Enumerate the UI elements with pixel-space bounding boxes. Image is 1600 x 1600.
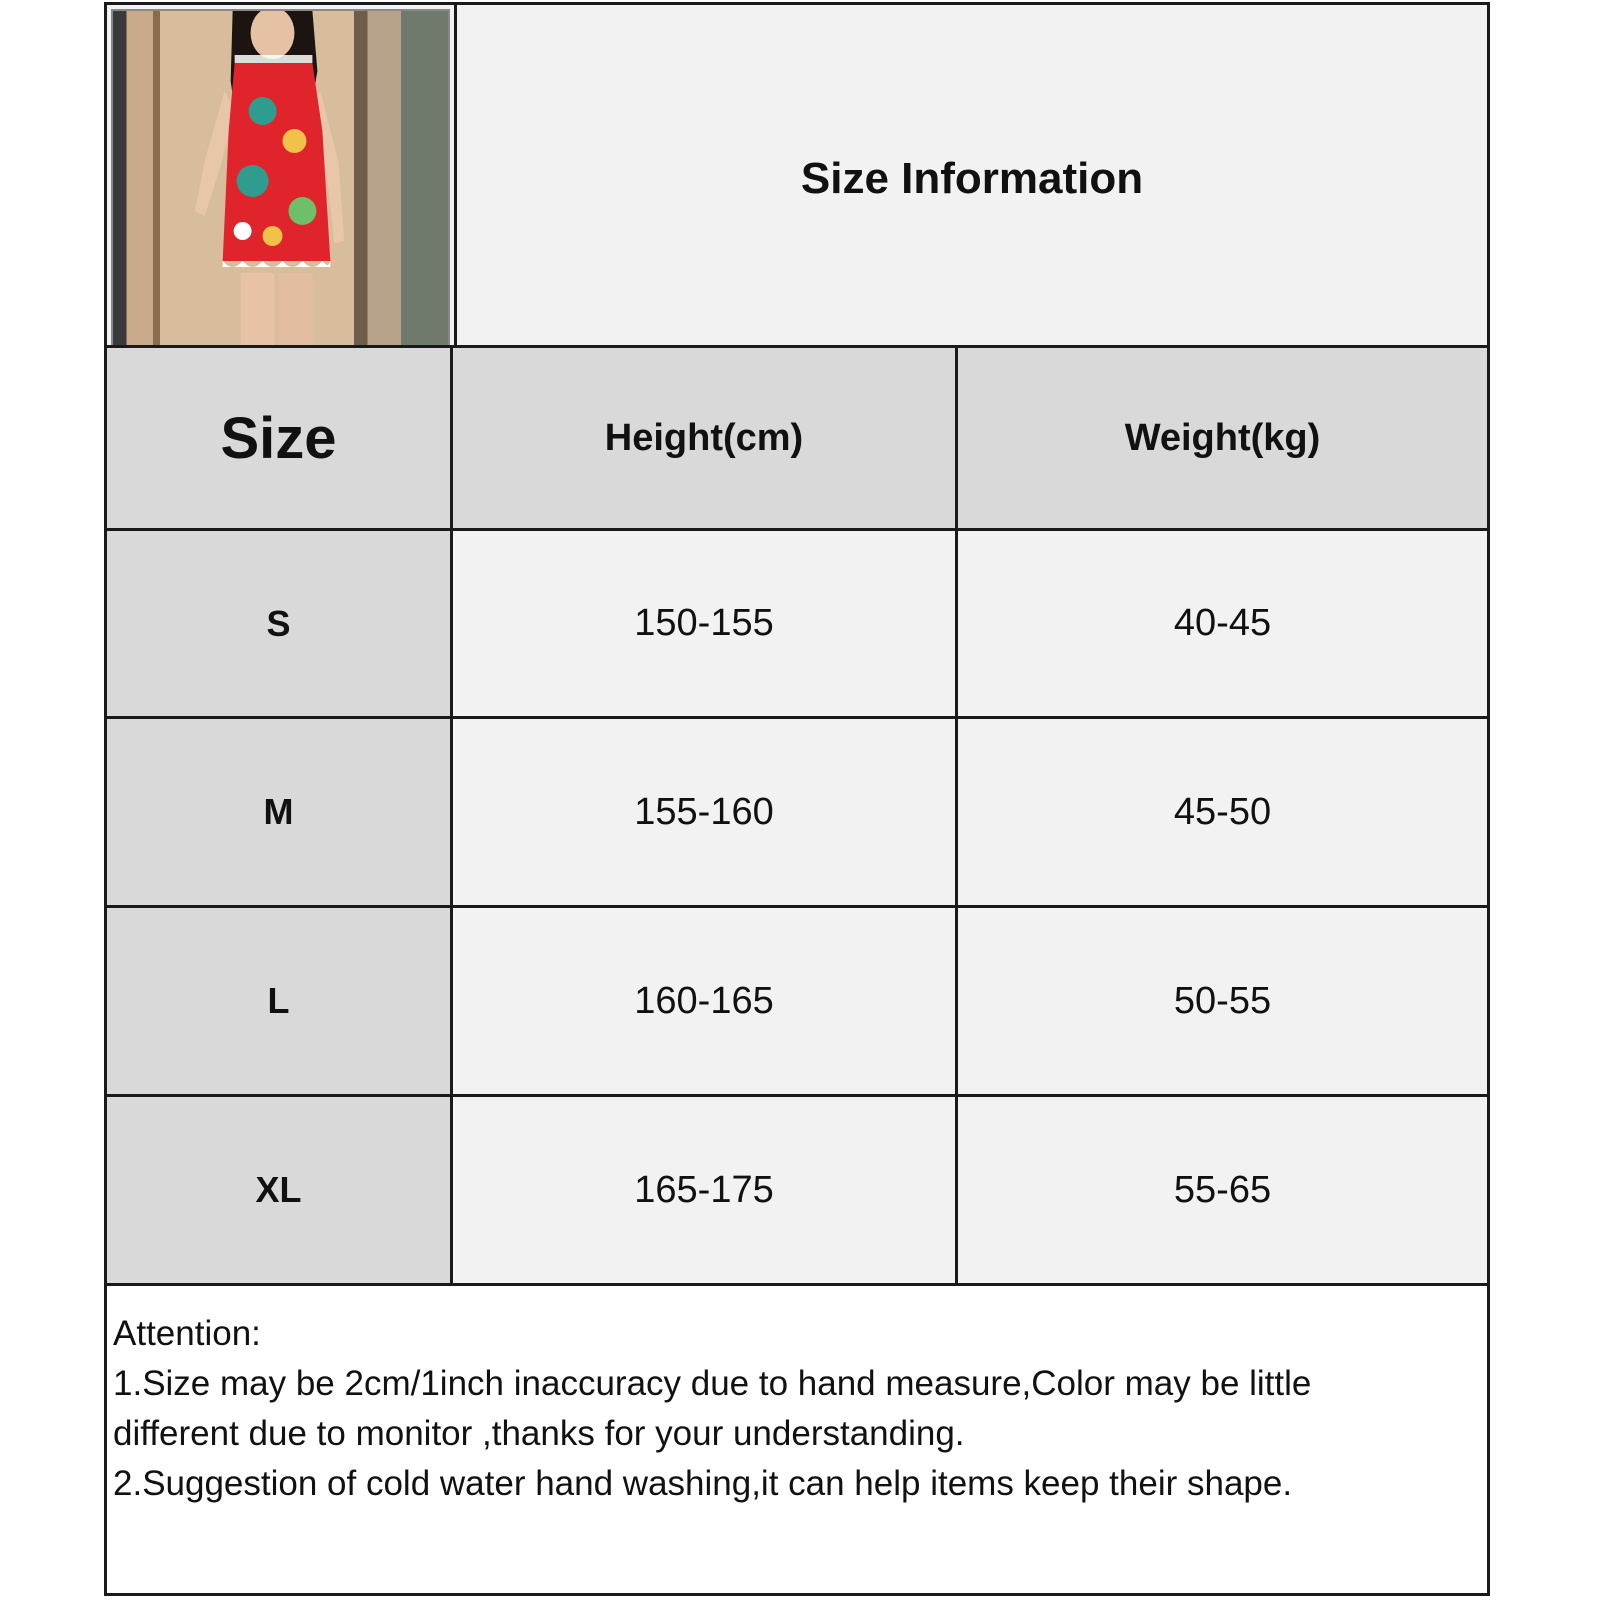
- divider: [450, 345, 453, 1286]
- table-row-weight: 45-50: [958, 719, 1487, 905]
- divider: [107, 1283, 1487, 1286]
- table-row-size: XL: [107, 1097, 450, 1283]
- model-illustration: [113, 11, 448, 347]
- divider: [955, 345, 958, 1286]
- notes-line: 1.Size may be 2cm/1inch inaccuracy due to hand measure,Color may be little: [113, 1364, 1312, 1403]
- table-row-size: L: [107, 908, 450, 1094]
- header-height: Height(cm): [453, 348, 955, 528]
- header-size: Size: [107, 348, 450, 528]
- table-row-weight: 50-55: [958, 908, 1487, 1094]
- table-row-size: S: [107, 531, 450, 716]
- table-row-height: 160-165: [453, 908, 955, 1094]
- model-image: [111, 9, 450, 349]
- chart-title: Size Information: [457, 5, 1487, 353]
- table-row-height: 150-155: [453, 531, 955, 716]
- notes-line: 2.Suggestion of cold water hand washing,it can help items keep their shape.: [113, 1464, 1293, 1503]
- table-row-size: M: [107, 719, 450, 905]
- header-weight: Weight(kg): [958, 348, 1487, 528]
- product-photo: [107, 5, 457, 353]
- table-row-weight: 40-45: [958, 531, 1487, 716]
- size-chart: [104, 2, 1490, 1596]
- notes-heading: Attention:: [113, 1314, 261, 1353]
- table-row-height: 165-175: [453, 1097, 955, 1283]
- table-row-height: 155-160: [453, 719, 955, 905]
- notes-line: different due to monitor ,thanks for your understanding.: [113, 1414, 965, 1453]
- table-row-weight: 55-65: [958, 1097, 1487, 1283]
- attention-notes: [113, 1309, 1481, 1509]
